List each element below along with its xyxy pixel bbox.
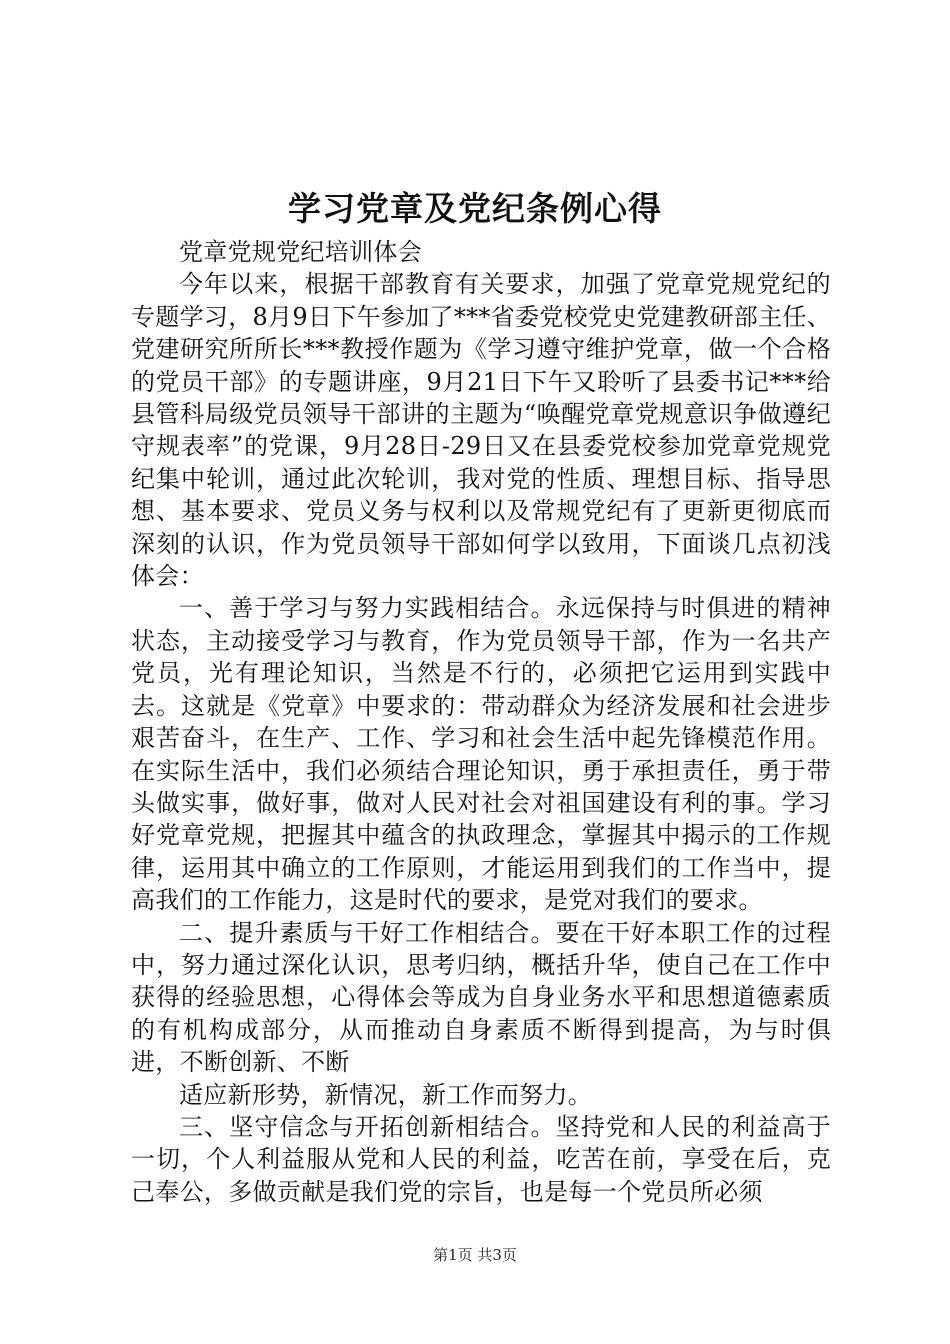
page-number: 第1页 共3页: [433, 1246, 517, 1264]
paragraph-point-1: 一、善于学习与努力实践相结合。永远保持与时俱进的精神状态，主动接受学习与教育，作为党员领导干部，作为一名共产党员，光有理论知识，当然是不行的，必须把它运用到实践中去。这就是《党章》中要求的：带动群众为经济发展和社会进步艰苦奋斗，在生产、工作、学习和社会生活中起先锋模范作用。在实际生活中，我们必须结合理论知识，勇于承担责任，勇于带头做实事，做好事，做对人民对社会对祖国建设有利的事。学习好党章党规，把握其中蕴含的执政理念，掌握其中揭示的工作规律，运用其中确立的工作原则，才能运用到我们的工作当中，提高我们的工作能力，这是时代的要求，是党对我们的要求。: [131, 594, 831, 915]
paragraph-point-2-continued: 适应新形势，新情况，新工作而努力。: [179, 1080, 593, 1109]
paragraph-point-2: 二、提升素质与干好工作相结合。要在干好本职工作的过程中，努力通过深化认识，思考归纳，概括升华，使自己在工作中获得的经验思想，心得体会等成为自身业务水平和思想道德素质的有机构成部分，从而推动自身素质不断得到提高，为与时俱进，不断创新、不断: [131, 918, 831, 1077]
document-title: 学习党章及党纪条例心得: [288, 189, 662, 228]
document-body: [131, 236, 831, 1208]
paragraph-subtitle: 党章党规党纪培训体会: [179, 238, 422, 266]
paragraph-intro: 今年以来，根据干部教育有关要求，加强了党章党规党纪的专题学习，8月9日下午参加了***省委党校党史党建教研部主任、党建研究所所长***教授作题为《学习遵守维护党章，做一个合格的党员干部》的专题讲座，9月21日下午又聆听了县委书记***给县管科局级党员领导干部讲的主题为“唤醒党章党规意识争做遵纪守规表率”的党课，9月28日-29日又在县委党校参加党章党规党纪集中轮训，通过此次轮训，我对党的性质、理想目标、指导思想、基本要求、党员义务与权利以及常规党纪有了更新更彻底而深刻的认识，作为党员领导干部如何学以致用，下面谈几点初浅体会：: [131, 270, 831, 591]
paragraph-point-3: 三、坚守信念与开拓创新相结合。坚持党和人民的利益高于一切，个人利益服从党和人民的利益，吃苦在前，享受在后，克己奉公，多做贡献是我们党的宗旨，也是每一个党员所必须: [131, 1112, 831, 1206]
